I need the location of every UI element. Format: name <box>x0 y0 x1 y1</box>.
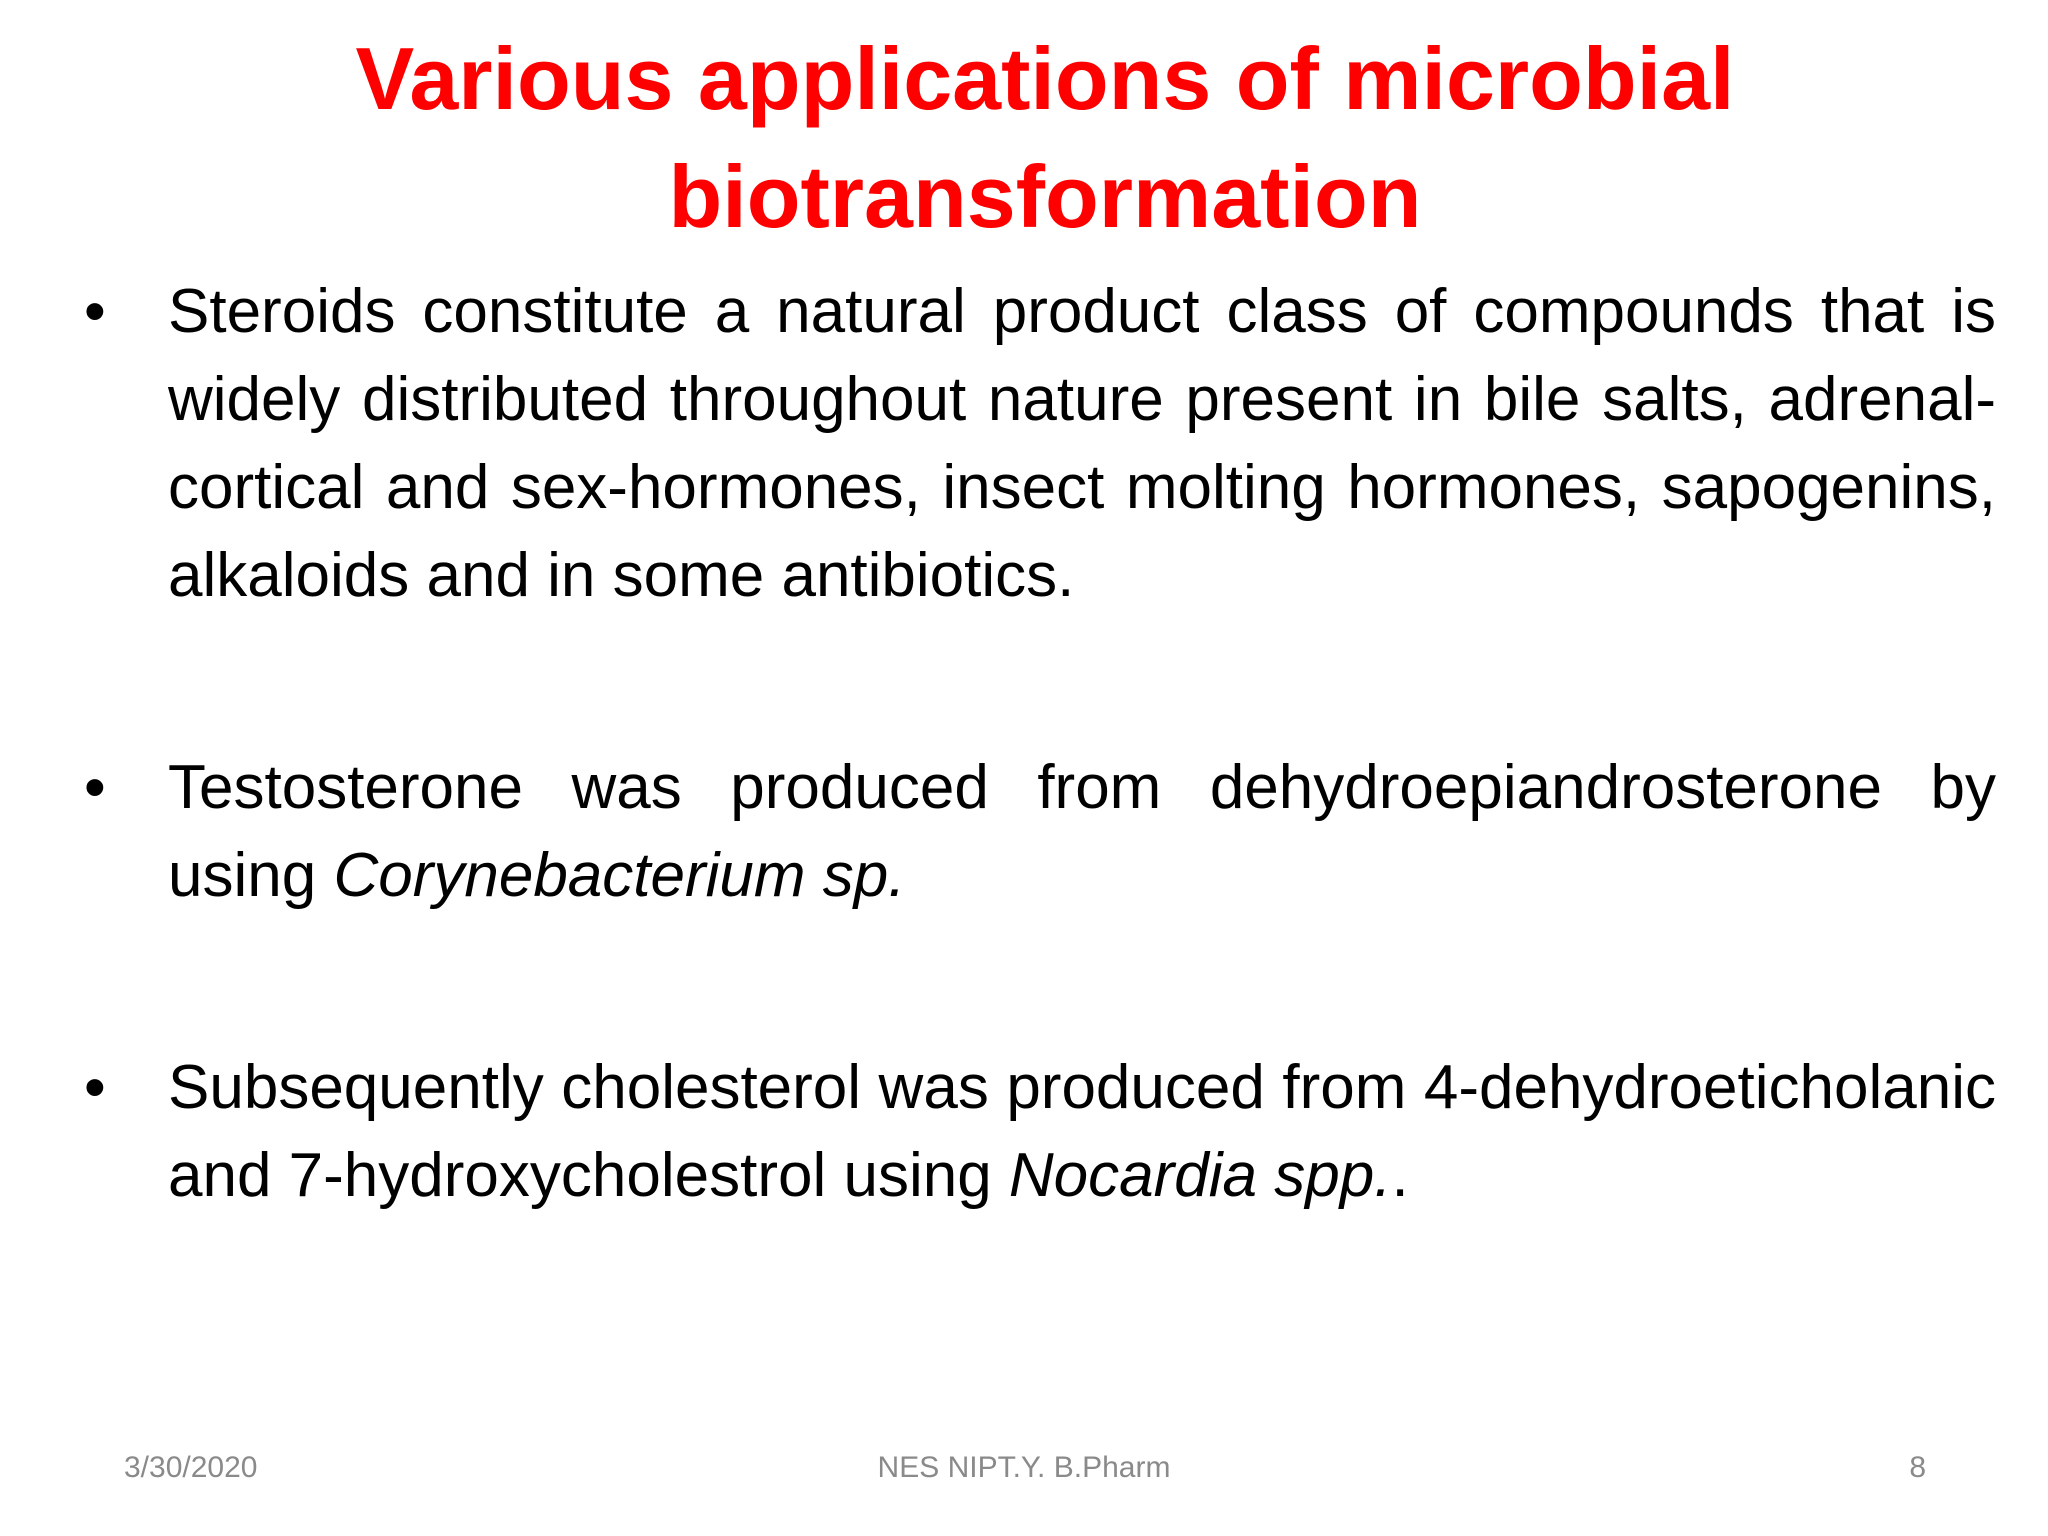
bullet-list <box>84 268 1996 1220</box>
bullet-text-end: . <box>1391 1141 1409 1210</box>
footer-page-number: 8 <box>1909 1451 1926 1484</box>
bullet-dot-icon: • <box>84 1053 106 1122</box>
organism-name: Nocardia spp. <box>1008 1141 1392 1210</box>
bullet-item <box>84 744 1996 920</box>
bullet-item <box>84 1044 1996 1220</box>
bullet-dot-icon: • <box>84 753 106 822</box>
bullet-text: Subsequently cholesterol was produced from 4-dehydroeticholanic and 7-hydroxycholestrol using <box>168 1053 1996 1210</box>
organism-name: Corynebacterium sp. <box>333 841 906 910</box>
slide-title: Various applications of microbial biotransformation <box>355 29 1735 246</box>
bullet-dot-icon: • <box>84 277 106 346</box>
bullet-text: Testosterone was produced from dehydroepiandrosterone by using <box>168 753 1996 910</box>
bullet-text: Steroids constitute a natural product class of compounds that is widely distributed throughout nature present in bile salts, adrenal-cortical and sex-hormones, insect molting hormones, sapogenins, alkaloids and in some antibiotics. <box>168 277 1996 610</box>
footer-date: 3/30/2020 <box>124 1451 258 1484</box>
footer-center-text: NES NIPT.Y. B.Pharm <box>877 1451 1171 1484</box>
bullet-item <box>84 268 1996 620</box>
